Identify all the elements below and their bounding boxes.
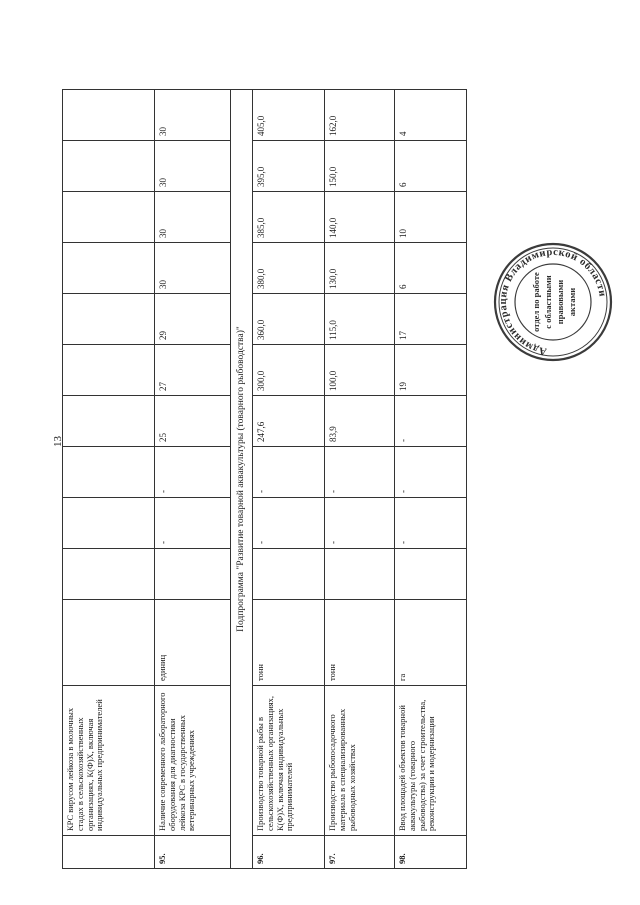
value-cell: 395,0	[253, 141, 325, 192]
table-row	[325, 90, 395, 869]
page-number: 13	[52, 436, 64, 447]
value-cell	[63, 345, 155, 396]
table-row	[63, 90, 155, 869]
value-cell: -	[325, 447, 395, 498]
value-cell: 100,0	[325, 345, 395, 396]
table-row	[253, 90, 325, 869]
value-cell: 360,0	[253, 294, 325, 345]
unit-cell: тонн	[325, 600, 395, 686]
stamp-outer-text: Администрация Владимирской области	[497, 246, 608, 357]
value-cell: 405,0	[253, 90, 325, 141]
value-cell	[63, 549, 155, 600]
table-row	[395, 90, 467, 869]
value-cell: -	[395, 498, 467, 549]
value-cell: 19	[395, 345, 467, 396]
value-cell: -	[155, 498, 231, 549]
value-cell: -	[253, 447, 325, 498]
value-cell: 140,0	[325, 192, 395, 243]
row-number-cell: 95.	[155, 836, 231, 869]
value-cell: 29	[155, 294, 231, 345]
value-cell: -	[155, 447, 231, 498]
value-cell: 27	[155, 345, 231, 396]
value-cell	[155, 549, 231, 600]
value-cell: -	[395, 396, 467, 447]
unit-cell: га	[395, 600, 467, 686]
value-cell: 30	[155, 90, 231, 141]
table-row	[155, 90, 231, 869]
unit-cell	[63, 600, 155, 686]
stamp-inner-line-4: актами	[567, 287, 577, 317]
value-cell: 6	[395, 243, 467, 294]
value-cell: 6	[395, 141, 467, 192]
value-cell: 4	[395, 90, 467, 141]
indicator-name-cell: Производство товарной рыбы в сельскохозяйственных организациях, К(Ф)Х, включая индивидуальных предпринимателей	[253, 686, 325, 836]
indicator-name-cell: Ввод площадей объектов товарной аквакультуры (товарного рыбоводства) за счет строительства, реконструкции и модернизации	[395, 686, 467, 836]
value-cell	[63, 243, 155, 294]
value-cell	[325, 549, 395, 600]
value-cell: 17	[395, 294, 467, 345]
value-cell: 30	[155, 243, 231, 294]
row-number-cell: 97.	[325, 836, 395, 869]
value-cell	[395, 549, 467, 600]
value-cell: 380,0	[253, 243, 325, 294]
value-cell: 150,0	[325, 141, 395, 192]
subprogram-row	[231, 90, 253, 869]
value-cell	[63, 498, 155, 549]
row-number-cell: 98.	[395, 836, 467, 869]
value-cell: 247,6	[253, 396, 325, 447]
indicator-name-cell: Производство рыбопосадочного материала в специализированных рыбоводных хозяйствах	[325, 686, 395, 836]
value-cell: 115,0	[325, 294, 395, 345]
value-cell	[253, 549, 325, 600]
indicator-name-cell: КРС вирусом лейкоза в молочных стадах в сельскохозяйственных организациях, К(Ф)Х, включая индивидуальных предпринимателей	[63, 686, 155, 836]
value-cell: 83,9	[325, 396, 395, 447]
value-cell: 300,0	[253, 345, 325, 396]
indicators-table	[62, 89, 467, 869]
value-cell	[63, 447, 155, 498]
value-cell	[63, 141, 155, 192]
stamp-inner-line-1: отдел по работе	[531, 272, 541, 332]
value-cell: 130,0	[325, 243, 395, 294]
value-cell	[63, 396, 155, 447]
value-cell: 162,0	[325, 90, 395, 141]
subprogram-title: Подпрограмма "Развитие товарной аквакультуры (товарного рыбоводства)"	[231, 90, 253, 869]
indicator-name-cell: Наличие современного лабораторного оборудования для диагностики лейкоза КРС в государственных ветеринарных учреждениях	[155, 686, 231, 836]
value-cell	[63, 90, 155, 141]
value-cell: -	[325, 498, 395, 549]
row-number-cell: 96.	[253, 836, 325, 869]
unit-cell: тонн	[253, 600, 325, 686]
official-stamp	[491, 240, 615, 364]
stamp-inner-line-3: правовыми	[555, 279, 565, 325]
value-cell: 30	[155, 192, 231, 243]
value-cell: -	[395, 447, 467, 498]
indicators-table-rotated	[62, 90, 466, 869]
row-number-cell	[63, 836, 155, 869]
value-cell: 385,0	[253, 192, 325, 243]
unit-cell: единиц	[155, 600, 231, 686]
value-cell	[63, 294, 155, 345]
value-cell: 30	[155, 141, 231, 192]
value-cell: 25	[155, 396, 231, 447]
value-cell: -	[253, 498, 325, 549]
value-cell: 10	[395, 192, 467, 243]
stamp-inner-line-2: с областными	[543, 275, 553, 329]
value-cell	[63, 192, 155, 243]
